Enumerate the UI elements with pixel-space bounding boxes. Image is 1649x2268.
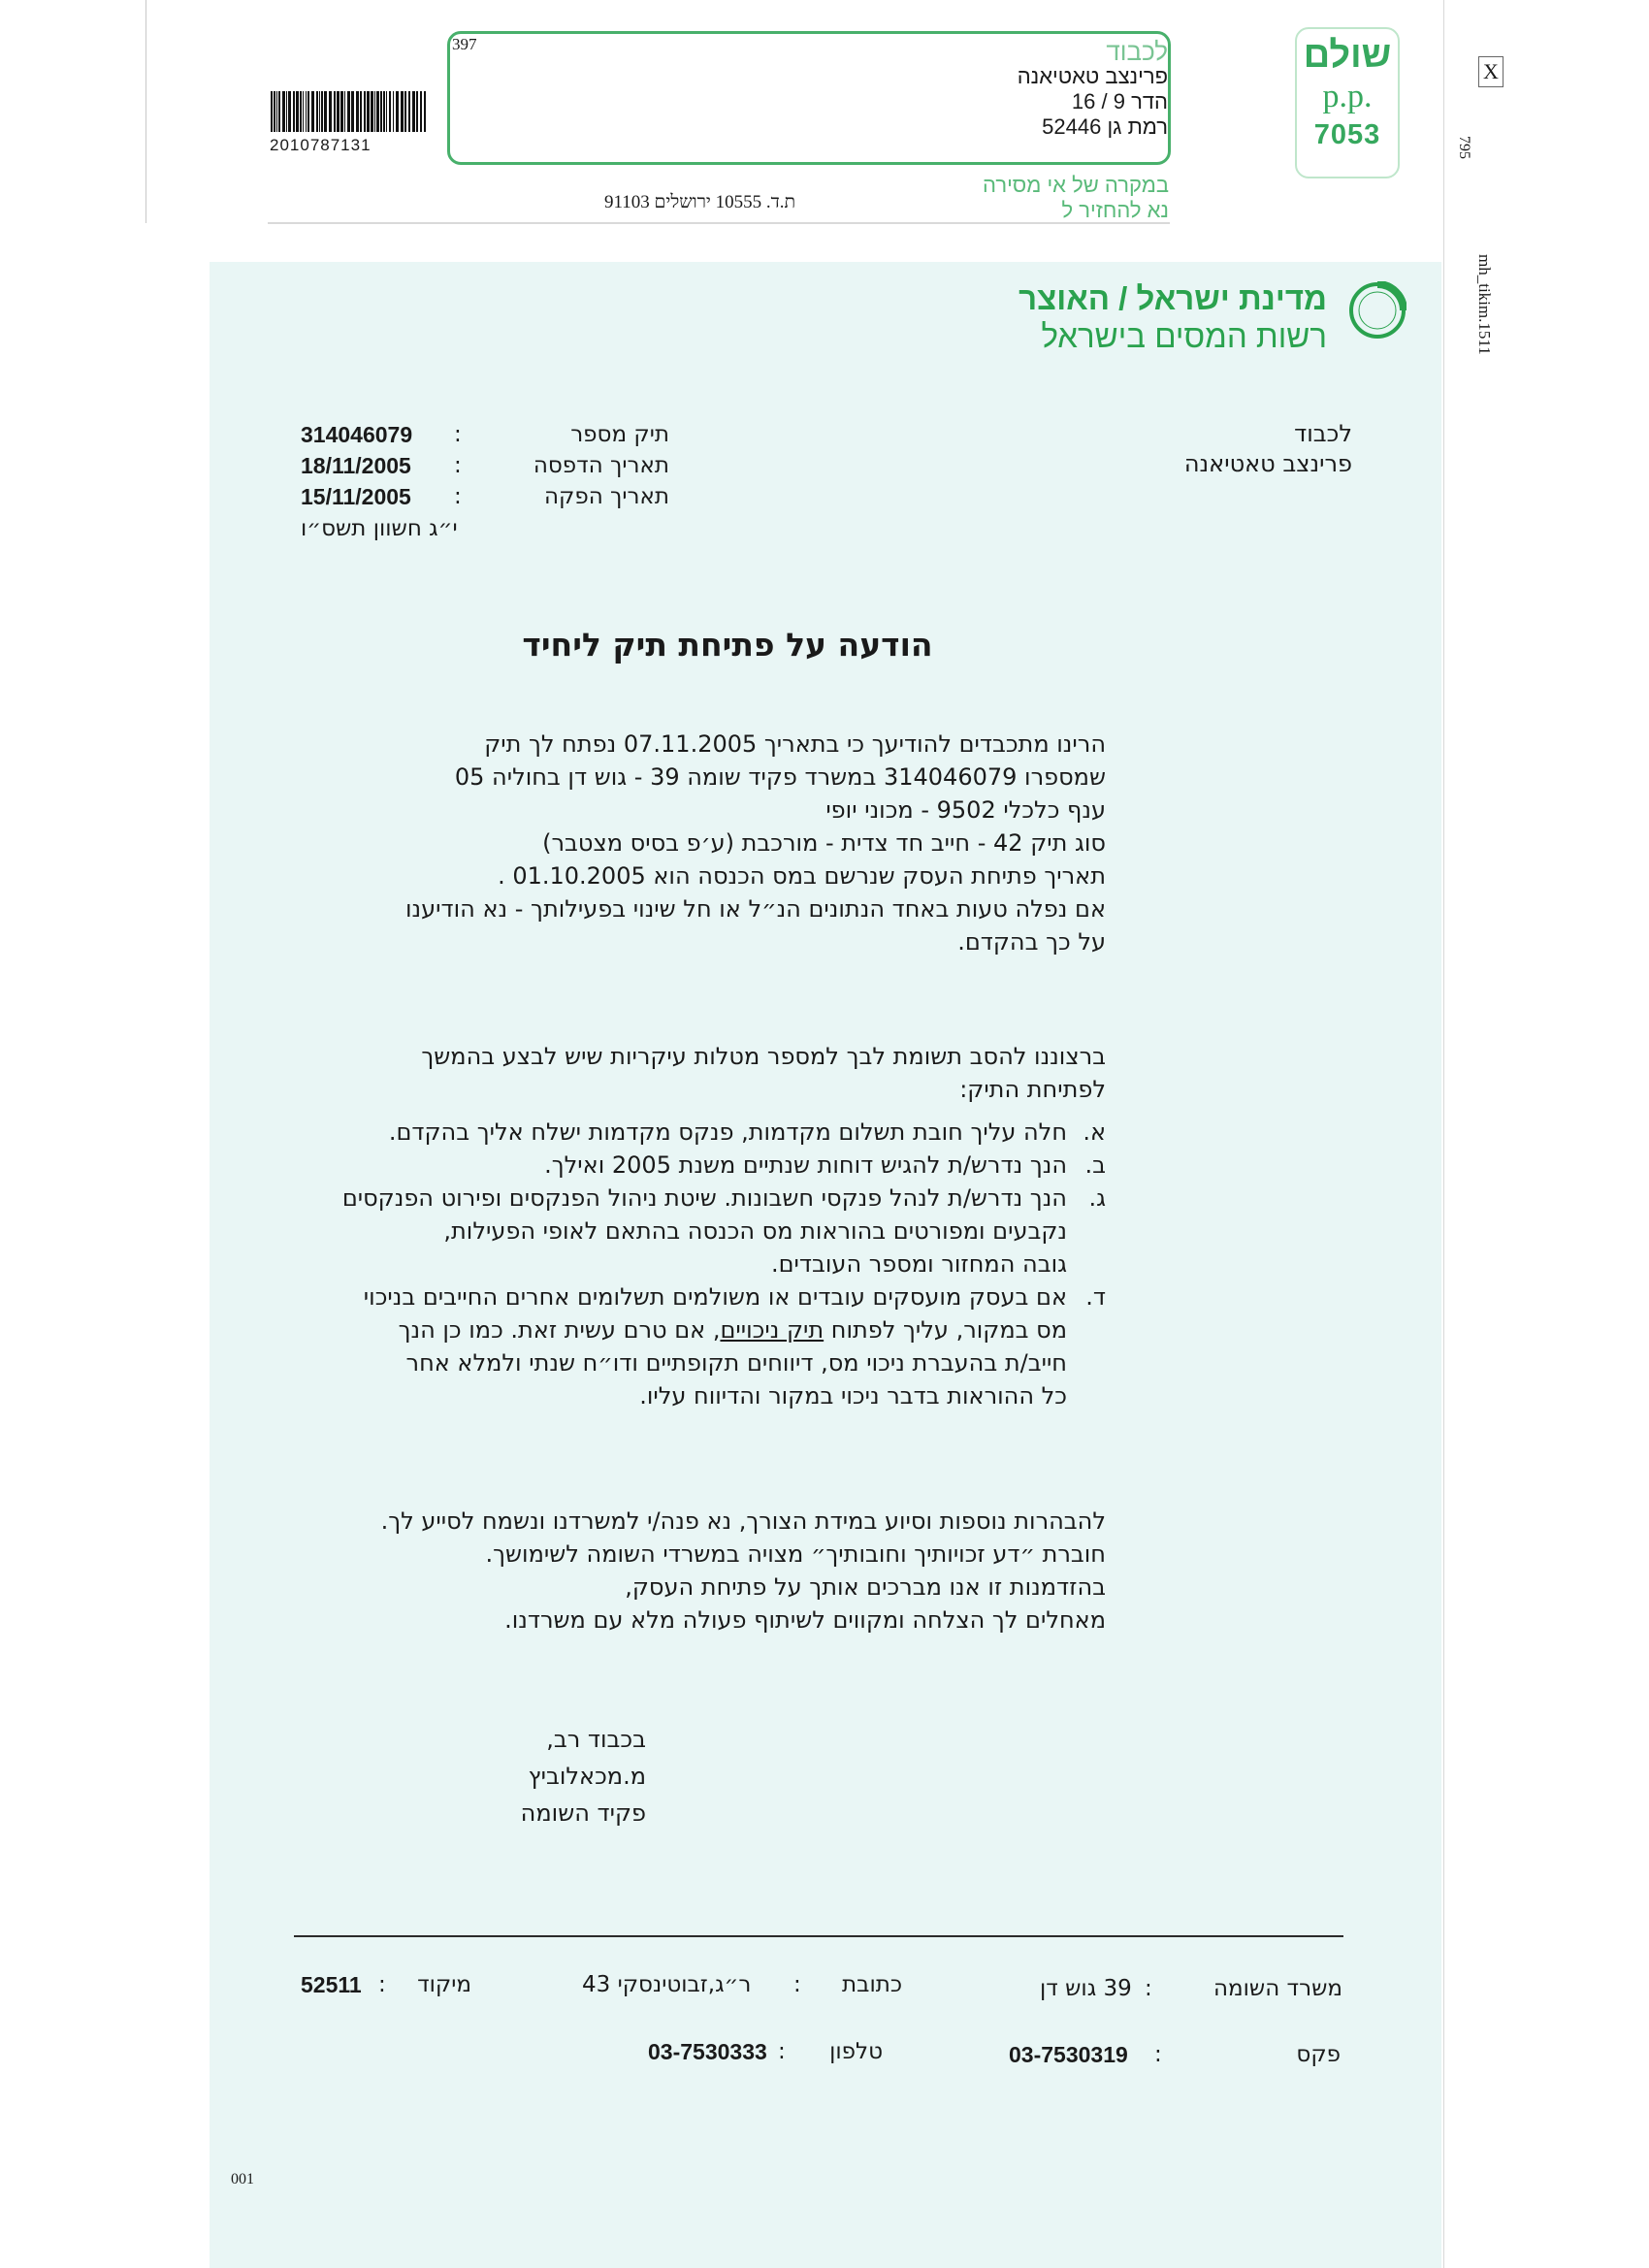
barcode-bar [334,91,336,132]
barcode-bar [344,91,345,132]
barcode-bar [356,91,359,132]
barcode-bar [271,91,273,132]
footer-fax-value: 03-7530319 [1009,2042,1128,2067]
ministry-name: מדינת ישראל / האוצר [1018,280,1327,316]
barcode-bar [360,91,362,132]
stamp-paid: שולם [1303,35,1392,76]
paragraph-line: על כך בהקדם. [957,928,1106,956]
barcode-bar [383,91,385,132]
page-edge [1443,0,1444,2268]
paragraph-line: להבהרות נוספות וסיוע במידת הצורך, נא פנה/י למשרדנו ונשמח לסייע לך. [380,1507,1106,1535]
paragraph-line: ענף כלכלי 9502 - מכוני יופי [825,796,1106,824]
barcode-bar [351,91,354,132]
address-line: פרינצב טאטיאנה [1017,64,1168,88]
list-line: כל ההוראות בדבר ניכוי במקור והדיווח עליו. [639,1382,1067,1409]
paragraph-line: מאחלים לך הצלחה ומקווים לשיתוף פעולה מלא עם משרדנו. [504,1606,1106,1634]
recipient-greeting: לכבוד [1294,420,1352,447]
stamp-pp: p.p. [1322,79,1373,114]
file-detail-label: תיק מספר [570,422,669,447]
paragraph-line: סוג תיק 42 - חייב חד צדית - מורכבת (ע׳פ בסיס מצטבר) [542,829,1106,857]
envelope-fold [268,222,1170,224]
separator: : [793,1972,801,1997]
tax-authority-logo-icon [1348,281,1406,340]
list-marker: ב. [1084,1151,1106,1179]
barcode-bar [364,91,366,132]
list-line: חייב/ת בהעברת ניכוי מס, דיווחים תקופתיים ודו״ח שנתי ולמלא אחר [405,1349,1067,1377]
tasks-intro [291,1040,1106,1106]
paragraph-line: אם נפלה טעות באחד הנתונים הנ״ל או חל שינוי בפעילותך - נא הודיענו [405,895,1106,923]
separator: : [778,2039,786,2064]
barcode-bar [347,91,350,132]
letterhead [1018,279,1327,355]
file-detail-label: תאריך הפקה [543,484,669,509]
footer-address-label: כתובת [842,1972,902,1997]
barcode-bar [316,91,318,132]
list-item [233,1149,1106,1182]
file-detail-label: תאריך הדפסה [533,453,669,478]
footer-zip-label: מיקוד [417,1972,471,1997]
list-line: הנך נדרש/ת להגיש דוחות שנתיים משנת 2005 ואילך. [544,1151,1067,1179]
barcode-bar [274,91,275,132]
barcode-bar [282,91,285,132]
file-details [301,419,669,512]
barcode-bar [389,91,391,132]
barcode-bar [306,91,307,132]
barcode-bar [303,91,304,132]
paragraph-line: בהזדמנות זו אנו מברכים אותך על פתיחת העסק, [625,1573,1106,1601]
footer-address-value: ר״ג,זבוטינסקי 43 [582,1972,752,1997]
po-box: ת.ד. 10555 ירושלים 91103 [604,192,796,212]
authority-name: רשות המסים בישראל [1041,318,1327,354]
barcode-bar [408,91,410,132]
recipient-name: פרינצב טאטיאנה [1183,450,1352,477]
list-line: הנך נדרש/ת לנהל פנקסי חשבונות. שיטת ניהול הפנקסים ופירוט הפנקסים [341,1184,1067,1212]
recipient [1184,419,1352,479]
file-detail-row [301,450,669,481]
envelope-address [1018,39,1168,140]
stamp-number: 7053 [1313,119,1381,150]
paragraph-line: ברצוננו להסב תשומת לבך למספר מטלות עיקריות שיש לבצע בהמשך [421,1043,1106,1070]
underlined-term: תיק ניכויים [720,1316,824,1344]
separator: : [1154,2042,1162,2067]
footer-phone-label: טלפון [829,2039,883,2064]
separator: : [454,422,462,447]
address-heading: לכבוד [1106,37,1168,66]
address-line: הדר 9 / 16 [1071,89,1168,113]
postage-stamp [1295,27,1400,178]
barcode-bar [420,91,422,132]
barcode-bar [367,91,370,132]
tasks-list [233,1116,1106,1412]
barcode-bar [396,91,399,132]
barcode-bar [374,91,375,132]
barcode-bar [393,91,394,132]
barcode-bar [329,91,332,132]
letter-title: הודעה על פתיחת תיק ליחיד [522,626,933,664]
barcode-bar [337,91,340,132]
barcode-bar [340,91,343,132]
barcode-bar [386,91,387,132]
separator: : [454,453,462,478]
sequence-number: 397 [452,35,477,53]
barcode-bar [401,91,404,132]
barcode-bar [288,91,291,132]
barcode-bar [311,91,314,132]
list-item [233,1182,1106,1280]
opening-paragraph [291,728,1106,958]
footer-zip-value: 52511 [301,1972,362,1997]
barcode-bar [412,91,415,132]
closing-paragraph [291,1505,1106,1636]
list-line: אם בעסק מועסקים עובדים או משולמים תשלומים אחרים החייבים בניכוי [363,1283,1067,1311]
file-detail-row [301,419,669,450]
barcode-bar [424,91,426,132]
return-note-line: במקרה של אי מסירה [983,173,1169,197]
return-note [983,173,1169,223]
barcode-bar [324,91,327,132]
barcode-bar [307,91,309,132]
separator: : [378,1972,386,1997]
list-line: נקבעים ומפורטים בהוראות מס הכנסה בהתאם לאופי הפעילות, [443,1217,1067,1245]
separator: : [454,484,462,509]
side-code: mh_tikim.1511 [1475,254,1494,355]
file-detail-value: 18/11/2005 [301,453,411,478]
list-item [233,1116,1106,1149]
hebrew-date: י״ג חשוון תשס״ו [301,516,458,541]
side-number: 795 [1456,136,1472,159]
list-line: גובה המחזור ומספר העובדים. [770,1250,1067,1278]
barcode-bar [286,91,287,132]
barcode-bar [300,91,302,132]
address-line: רמת גן 52446 [1042,114,1168,139]
return-note-line: נא להחזיר ל [1061,198,1169,222]
barcode-bar [404,91,406,132]
barcode-bar [371,91,373,132]
file-detail-value: 314046079 [301,422,413,447]
barcode-bar [319,91,320,132]
side-mark: X [1478,56,1504,87]
barcode-bar [380,91,382,132]
barcode-bar [376,91,379,132]
list-marker: א. [1083,1118,1106,1146]
file-detail-row [301,481,669,512]
barcode-number: 2010787131 [270,136,372,154]
separator: : [1145,1976,1152,2001]
paragraph-line: לפתיחת התיק: [959,1076,1106,1103]
signer-title: פקיד השומה [520,1799,646,1827]
list-item [233,1280,1106,1412]
list-marker: ג. [1088,1184,1106,1212]
paragraph-line: תאריך פתיחת העסק שנרשם במס הכנסה הוא 01.10.2005 . [498,862,1106,890]
barcode-bar [293,91,295,132]
signature-closing: בכבוד רב, [546,1726,646,1753]
page-number: 001 [231,2171,254,2187]
list-marker: ד. [1085,1283,1106,1311]
footer-office-value: 39 גוש דן [1040,1976,1132,2001]
barcode-bar [296,91,299,132]
list-line: חלה עליך חובת תשלום מקדמות, פנקס מקדמות ישלח אליך בהקדם. [388,1118,1067,1146]
footer-phone-value: 03-7530333 [648,2039,767,2064]
paragraph-line: הרינו מתכבדים להודיעך כי בתאריך 07.11.2005 נפתח לך תיק [484,730,1106,758]
paragraph-line: חוברת ״דע זכויותיך וחובותיך״ מצויה במשרדי השומה לשימושך. [485,1540,1106,1568]
paragraph-line: שמספרו 314046079 במשרד פקיד שומה 39 - גוש דן בחוליה 05 [454,763,1106,791]
barcode-bar [321,91,323,132]
barcode-bar [416,91,418,132]
file-detail-value: 15/11/2005 [301,484,411,509]
barcode [270,91,429,132]
list-line: מס במקור, עליך לפתוח תיק ניכויים, אם טרם עשית זאת. כמו כן הנך [398,1316,1067,1344]
barcode-bar [278,91,280,132]
barcode-bar [276,91,277,132]
footer-office-label: משרד השומה [1212,1976,1342,2001]
signature-block [521,1721,646,1831]
signer-name: מ.מכאלוביץ [528,1763,646,1790]
footer-fax-label: פקס [1296,2042,1341,2067]
footer-divider [294,1935,1343,1937]
